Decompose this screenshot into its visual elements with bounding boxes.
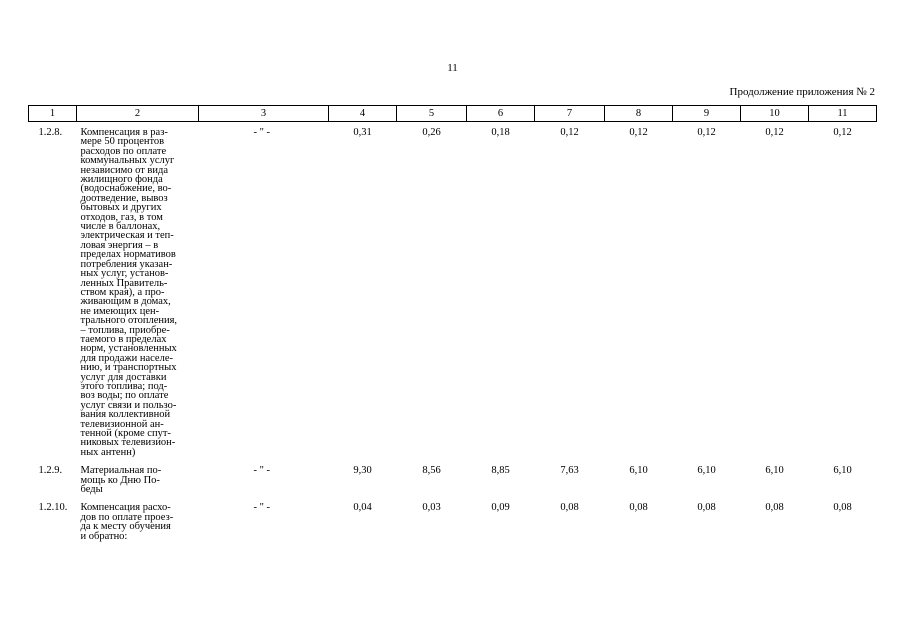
- table-row: [29, 122, 877, 458]
- header-cell: 1: [29, 106, 77, 122]
- header-cell: 5: [397, 106, 467, 122]
- value-cell: 0,03: [422, 502, 441, 514]
- table-row: [29, 494, 877, 541]
- value-cell: 0,12: [765, 127, 784, 138]
- header-cell: 10: [741, 106, 809, 122]
- row-description: Материальная по- мощь ко Дню По- беды: [80, 465, 162, 496]
- value-cell: 0,18: [491, 127, 510, 138]
- header-cell: 3: [199, 106, 329, 122]
- value-cell: 0,08: [765, 502, 784, 514]
- value-cell: 0,12: [833, 127, 852, 138]
- ditto-mark: - " -: [253, 502, 271, 514]
- value-cell: 0,08: [833, 502, 852, 514]
- row-code: 1.2.8.: [38, 127, 63, 138]
- value-cell: 6,10: [697, 465, 716, 477]
- value-cell: 9,30: [353, 465, 372, 477]
- value-cell: 8,56: [422, 465, 441, 477]
- value-cell: 0,12: [697, 127, 716, 138]
- row-description: Компенсация в раз- мере 50 процентов расходов по оплате коммунальных услуг независимо от вида жилищного фонда (водоснабжение, во- доотведение, вывоз бытовых и других отходов, газ, в том числе в баллонах, электрическая и теп- ловая энергия – в пределах нормативов потребления указан- ных услуг, установ- ленных Правитель- ством края), а про- живающим в домах, не имеющих цен- трального отопления, – топлива, приобре- таемого в пределах норм, установленных для продажи населе- нию, и транспортных услуг для доставки этого топлива; под- воз воды; по оплате услуг связи и пользо- вания коллективной телевизионной ан- тенной (кроме спут- никовых телевизион- ных антенн): [80, 127, 178, 458]
- value-cell: 0,26: [422, 127, 441, 138]
- row-description: Компенсация расхо- дов по оплате проез- да к месту обучения и обратно:: [80, 502, 174, 542]
- row-code: 1.2.9.: [38, 465, 63, 477]
- value-cell: 0,04: [353, 502, 372, 514]
- value-cell: 0,08: [560, 502, 579, 514]
- value-cell: 0,12: [560, 127, 579, 138]
- header-cell: 8: [605, 106, 673, 122]
- header-row: [29, 106, 877, 122]
- header-cell: 11: [809, 106, 877, 122]
- appendix-table: [28, 105, 877, 541]
- header-cell: 6: [467, 106, 535, 122]
- value-cell: 0,09: [491, 502, 510, 514]
- header-cell: 2: [77, 106, 199, 122]
- value-cell: 0,08: [629, 502, 648, 514]
- value-cell: 6,10: [629, 465, 648, 477]
- table-row: [29, 457, 877, 494]
- ditto-mark: - " -: [253, 465, 271, 477]
- continuation-label: Продолжение приложения № 2: [729, 86, 875, 98]
- value-cell: 8,85: [491, 465, 510, 477]
- page-number: 11: [447, 62, 458, 74]
- value-cell: 0,08: [697, 502, 716, 514]
- value-cell: 0,12: [629, 127, 648, 138]
- ditto-mark: - " -: [253, 127, 271, 138]
- value-cell: 0,31: [353, 127, 372, 138]
- header-cell: 7: [535, 106, 605, 122]
- value-cell: 7,63: [560, 465, 579, 477]
- header-cell: 4: [329, 106, 397, 122]
- row-code: 1.2.10.: [38, 502, 68, 514]
- value-cell: 6,10: [765, 465, 784, 477]
- header-cell: 9: [673, 106, 741, 122]
- value-cell: 6,10: [833, 465, 852, 477]
